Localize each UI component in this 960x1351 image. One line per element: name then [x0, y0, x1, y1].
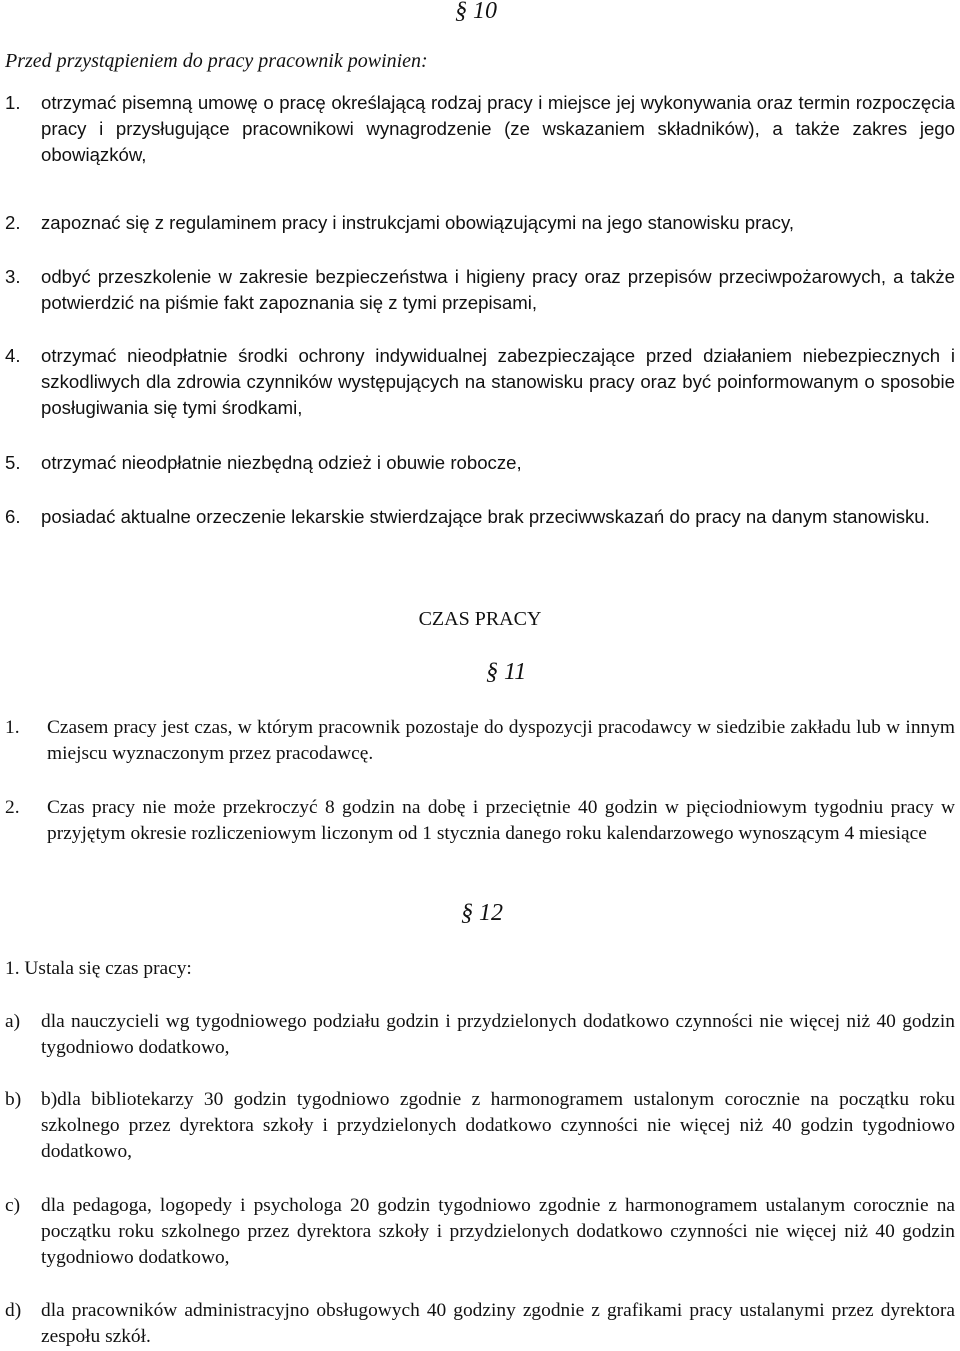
- section-12-intro: 1. Ustala się czas pracy:: [5, 958, 192, 979]
- list-item: [5, 450, 955, 480]
- list-item-text: odbyć przeszkolenie w zakresie bezpieczeństwa i higieny pracy oraz przepisów przeciwpożarowych, a także potwierdzić na piśmie fakt zapoznania się z tymi przepisami,: [41, 266, 955, 313]
- list-item: [5, 343, 955, 425]
- list-item-text: otrzymać pisemną umowę o pracę określającą rodzaj pracy i miejsce jej wykonywania oraz termin rozpoczęcia pracy i przysługujące pracownikowi wynagrodzenie (ze wskazaniem składników), a także zakres jego obowiązków,: [41, 92, 955, 165]
- list-item: [5, 1193, 955, 1275]
- list-item-text: Czasem pracy jest czas, w którym pracownik pozostaje do dyspozycji pracodawcy w siedzibie zakładu lub w innym miejscu wyznaczonym przez pracodawcę.: [47, 717, 955, 764]
- list-item-text: zapoznać się z regulaminem pracy i instrukcjami obowiązującymi na jego stanowisku pracy,: [41, 212, 795, 233]
- section-10-intro: Przed przystąpieniem do pracy pracownik powinien:: [5, 50, 428, 72]
- list-item-number: a): [5, 1011, 21, 1032]
- list-item: [5, 264, 955, 320]
- list-item-text: Czas pracy nie może przekroczyć 8 godzin na dobę i przeciętnie 40 godzin w pięciodniowym tygodniu pracy w przyjętym okresie rozliczeniowym liczonym od 1 stycznia danego roku kalendarzowego wynoszącym 4 miesiące: [47, 797, 955, 844]
- list-item-number: 2.: [5, 212, 21, 233]
- list-item-number: 4.: [5, 345, 21, 366]
- list-item: [5, 90, 955, 170]
- list-item-text: posiadać aktualne orzeczenie lekarskie stwierdzające brak przeciwwskazań do pracy na danym stanowisku.: [41, 506, 930, 527]
- list-item: [5, 504, 955, 560]
- list-item-number: b): [5, 1089, 22, 1110]
- list-item-text: dla pracowników administracyjno obsługowych 40 godziny zgodnie z grafikami pracy ustalanymi przez dyrektora zespołu szkół.: [41, 1300, 955, 1347]
- list-item-number: 6.: [5, 506, 21, 527]
- list-item: [5, 715, 955, 771]
- section-11-mark: § 11: [486, 659, 527, 685]
- section-12-mark: § 12: [461, 900, 503, 926]
- section-10-mark: § 10: [455, 0, 497, 24]
- list-item: [5, 1087, 955, 1169]
- list-item-number: 1.: [5, 717, 20, 738]
- list-item: [5, 795, 955, 877]
- list-item-number: c): [5, 1195, 21, 1216]
- list-item-text: otrzymać nieodpłatnie niezbędną odzież i obuwie robocze,: [41, 452, 522, 473]
- list-item: [5, 1009, 955, 1065]
- section-heading: CZAS PRACY: [418, 608, 542, 630]
- list-item-number: d): [5, 1300, 22, 1321]
- list-item-number: 1.: [5, 92, 21, 113]
- list-item-number: 3.: [5, 266, 21, 287]
- list-item: [5, 1298, 955, 1350]
- list-item-number: 2.: [5, 797, 20, 818]
- list-item-text: dla nauczycieli wg tygodniowego podziału godzin i przydzielonych dodatkowo czynności nie więcej niż 40 godzin tygodniowo dodatkowo,: [41, 1011, 955, 1058]
- list-item-text: dla pedagoga, logopedy i psychologa 20 godzin tygodniowo zgodnie z harmonogramem ustalanym corocznie na początku roku szkolnego przez dyrektora szkoły i przydzielonych dodatkowo czynności nie więcej niż 40 godzin tygodniowo dodatkowo,: [41, 1195, 955, 1268]
- list-item: [5, 210, 955, 240]
- list-item-number: 5.: [5, 452, 21, 473]
- list-item-text: otrzymać nieodpłatnie środki ochrony indywidualnej zabezpieczające przed działaniem niebezpiecznych i szkodliwych dla zdrowia czynników występujących na stanowisku pracy oraz być poinformowanym o sposobie posługiwania się tymi środkami,: [41, 345, 955, 418]
- list-item-text: b)dla bibliotekarzy 30 godzin tygodniowo zgodnie z harmonogramem ustalonym corocznie na początku roku szkolnego przez dyrektora szkoły i przydzielonych dodatkowo czynności nie więcej niż 40 godzin tygodniowo dodatkowo,: [41, 1089, 955, 1162]
